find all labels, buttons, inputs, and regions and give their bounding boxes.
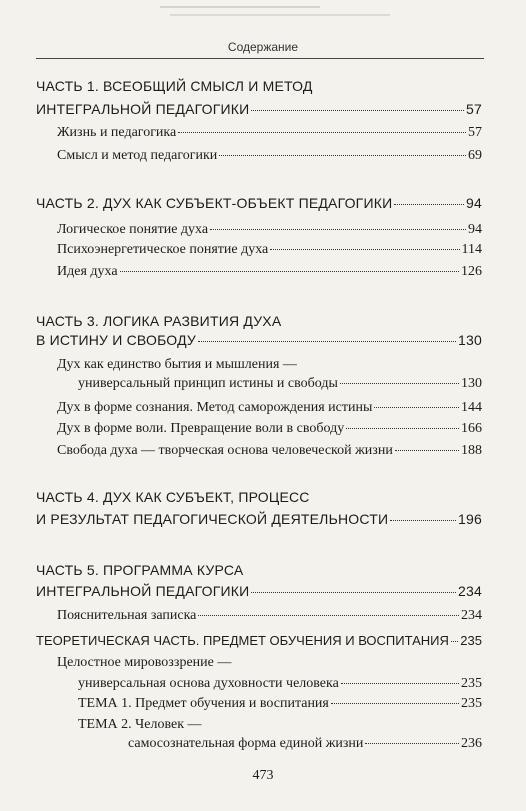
entry-title-line2: универсальный принцип истины и свободы <box>78 376 338 391</box>
toc-entry[interactable] <box>57 264 482 280</box>
page-number: 236 <box>461 736 482 751</box>
entry-title: Дух в форме сознания. Метод саморождения истины <box>57 400 373 415</box>
entry-title-line1: Целостное мировоззрение — <box>57 655 232 670</box>
entry-title: Жизнь и педагогика <box>57 125 177 140</box>
toc-entry[interactable] <box>78 696 482 712</box>
dot-leader <box>120 271 459 272</box>
toc-entry[interactable] <box>128 736 482 752</box>
page-number: 94 <box>466 195 482 211</box>
dot-leader <box>251 592 456 593</box>
part-3-title-row[interactable] <box>36 332 482 348</box>
entry-title-line2: самосознательная форма единой жизни <box>128 736 364 751</box>
part-5-title-line2: ИНТЕГРАЛЬНОЙ ПЕДАГОГИКИ <box>36 583 250 599</box>
page-number: 114 <box>461 242 482 257</box>
toc-entry[interactable] <box>57 443 482 459</box>
part-4-title-row[interactable] <box>36 511 482 527</box>
toc-entry[interactable] <box>78 676 482 692</box>
dot-leader <box>178 132 466 133</box>
dot-leader <box>390 520 456 521</box>
part-3-title-line2: В ИСТИНУ И СВОБОДУ <box>36 332 197 348</box>
dot-leader <box>395 450 459 451</box>
dot-leader <box>219 155 466 156</box>
section-title: ТЕОРЕТИЧЕСКАЯ ЧАСТЬ. ПРЕДМЕТ ОБУЧЕНИЯ И ВОСПИТАНИЯ <box>36 633 449 648</box>
dot-leader <box>198 615 459 616</box>
toc-entry[interactable] <box>57 222 482 238</box>
part-2-title: ЧАСТЬ 2. ДУХ КАК СУБЪЕКТ-ОБЪЕКТ ПЕДАГОГИКИ <box>36 195 393 211</box>
toc-entry[interactable] <box>57 608 482 624</box>
toc-entry[interactable] <box>57 125 482 141</box>
page-number: 188 <box>461 443 482 458</box>
dot-leader <box>198 341 456 342</box>
part-5-title-line1: ЧАСТЬ 5. ПРОГРАММА КУРСА <box>36 562 244 578</box>
page-number: 235 <box>460 633 482 648</box>
part-5-title-row[interactable] <box>36 583 482 599</box>
page-number: 235 <box>461 696 482 711</box>
entry-title-line1: ТЕМА 2. Человек — <box>78 717 202 732</box>
part-1-title-row[interactable] <box>36 101 482 117</box>
page-number: 196 <box>458 511 482 527</box>
page-number: 144 <box>461 400 482 415</box>
part-2-title-row[interactable] <box>36 195 482 211</box>
dot-leader <box>341 683 459 684</box>
toc-entry[interactable] <box>57 242 482 258</box>
running-head: Содержание <box>227 40 299 54</box>
dot-leader <box>251 110 464 111</box>
page-number: 57 <box>468 125 482 140</box>
dot-leader <box>340 383 459 384</box>
page-number: 235 <box>461 676 482 691</box>
show-through-text <box>150 0 410 24</box>
page-number: 234 <box>461 608 482 623</box>
entry-title: Логическое понятие духа <box>57 222 209 237</box>
dot-leader <box>331 703 459 704</box>
entry-title: Дух в форме воли. Превращение воли в свободу <box>57 421 345 436</box>
page-number: 130 <box>458 332 482 348</box>
dot-leader <box>365 743 459 744</box>
page-number: 57 <box>466 101 482 117</box>
entry-title: Свобода духа — творческая основа человеческой жизни <box>57 443 393 458</box>
entry-title: Пояснительная записка <box>57 608 197 623</box>
part-4-title-line1: ЧАСТЬ 4. ДУХ КАК СУБЪЕКТ, ПРОЦЕСС <box>36 489 310 505</box>
toc-entry[interactable] <box>78 376 482 392</box>
part-4-title-line2: И РЕЗУЛЬТАТ ПЕДАГОГИЧЕСКОЙ ДЕЯТЕЛЬНОСТИ <box>36 511 389 527</box>
page-number: 94 <box>468 222 482 237</box>
dot-leader <box>374 407 459 408</box>
toc-entry[interactable] <box>57 400 482 416</box>
dot-leader <box>394 204 464 205</box>
dot-leader <box>346 428 459 429</box>
dot-leader <box>210 229 466 230</box>
toc-section-row[interactable] <box>36 633 482 648</box>
toc-entry[interactable] <box>57 148 482 164</box>
dot-leader <box>451 641 458 642</box>
toc-entry[interactable] <box>57 421 482 437</box>
part-1-title-line1: ЧАСТЬ 1. ВСЕОБЩИЙ СМЫСЛ И МЕТОД <box>36 78 313 94</box>
page-number: 234 <box>458 583 482 599</box>
page-number: 126 <box>461 264 482 279</box>
entry-title: Идея духа <box>57 264 118 279</box>
header-rule <box>36 58 484 59</box>
part-3-title-line1: ЧАСТЬ 3. ЛОГИКА РАЗВИТИЯ ДУХА <box>36 313 282 329</box>
entry-title: ТЕМА 1. Предмет обучения и воспитания <box>78 696 329 711</box>
entry-title-line1: Дух как единство бытия и мышления — <box>57 357 297 372</box>
page-number-footer: 473 <box>252 768 274 783</box>
entry-title: Психоэнергетическое понятие духа <box>57 242 269 257</box>
entry-title: Смысл и метод педагогики <box>57 148 218 163</box>
dot-leader <box>270 249 459 250</box>
part-1-title-line2: ИНТЕГРАЛЬНОЙ ПЕДАГОГИКИ <box>36 101 250 117</box>
page-number: 166 <box>461 421 482 436</box>
page-number: 130 <box>461 376 482 391</box>
entry-title-line2: универсальная основа духовности человека <box>78 676 339 691</box>
page-number: 69 <box>468 148 482 163</box>
